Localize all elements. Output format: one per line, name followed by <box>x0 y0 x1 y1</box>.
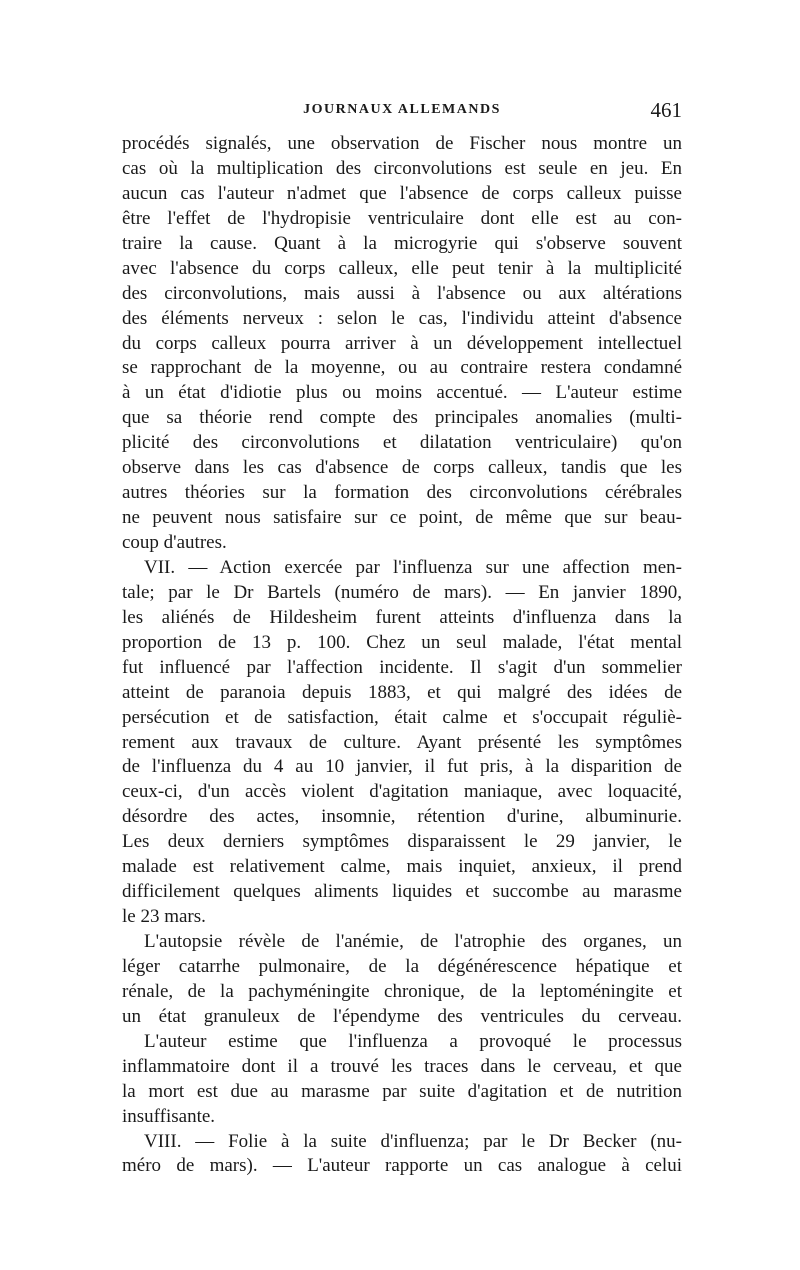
text-line: L'auteur estime que l'influenza a provoqué le processus <box>144 1030 682 1052</box>
text-line: être l'effet de l'hydropisie ventriculaire dont elle est au con- <box>122 207 682 229</box>
text-line: malade est relativement calme, mais inquiet, anxieux, il prend <box>122 856 682 878</box>
text-line: le 23 mars. <box>122 906 206 928</box>
text-line: aucun cas l'auteur n'admet que l'absence de corps calleux puisse <box>122 182 682 204</box>
section-heading-line: VIII. — Folie à la suite d'influenza; par le Dr Becker (nu- <box>144 1130 682 1152</box>
text-line: proportion de 13 p. 100. Chez un seul malade, l'état mental <box>122 631 682 653</box>
text-line: inflammatoire dont il a trouvé les traces dans le cerveau, et que <box>122 1055 682 1077</box>
text-line: rénale, de la pachyméningite chronique, de la leptoméningite et <box>122 980 682 1002</box>
text-line: ne peuvent nous satisfaire sur ce point, de même que sur beau- <box>122 507 682 529</box>
text-line: à un état d'idiotie plus ou moins accentué. — L'auteur estime <box>122 382 682 404</box>
text-line: autres théories sur la formation des circonvolutions cérébrales <box>122 482 682 504</box>
text-line: traire la cause. Quant à la microgyrie qui s'observe souvent <box>122 232 682 254</box>
running-head: JOURNAUX ALLEMANDS <box>303 102 501 117</box>
body-text <box>122 132 682 1179</box>
text-line: atteint de paranoia depuis 1883, et qui malgré des idées de <box>122 681 682 703</box>
text-line: la mort est due au marasme par suite d'agitation et de nutrition <box>122 1080 682 1102</box>
text-line: des éléments nerveux : selon le cas, l'individu atteint d'absence <box>122 307 682 329</box>
text-line: Les deux derniers symptômes disparaissent le 29 janvier, le <box>122 831 682 853</box>
text-line: cas où la multiplication des circonvolutions est seule en jeu. En <box>122 157 682 179</box>
text-line: du corps calleux pourra arriver à un développement intellectuel <box>122 332 682 354</box>
text-line: persécution et de satisfaction, était calme et s'occupait réguliè- <box>122 706 682 728</box>
text-line: que sa théorie rend compte des principales anomalies (multi- <box>122 407 682 429</box>
page-number: 461 <box>650 98 682 122</box>
text-line: difficilement quelques aliments liquides et succombe au marasme <box>122 881 682 903</box>
text-line: se rapprochant de la moyenne, ou au contraire restera condamné <box>122 357 682 379</box>
page-header <box>122 98 682 128</box>
text-line: avec l'absence du corps calleux, elle peut tenir à la multiplicité <box>122 257 682 279</box>
text-line: ceux-ci, d'un accès violent d'agitation maniaque, avec loquacité, <box>122 781 682 803</box>
text-line: léger catarrhe pulmonaire, de la dégénérescence hépatique et <box>122 955 682 977</box>
text-line: de l'influenza du 4 au 10 janvier, il fut pris, à la disparition de <box>122 756 682 778</box>
section-heading-line: VII. — Action exercée par l'influenza sur une affection men- <box>144 556 682 578</box>
text-line: méro de mars). — L'auteur rapporte un cas analogue à celui <box>122 1155 682 1177</box>
text-line: les aliénés de Hildesheim furent atteints d'influenza dans la <box>122 606 682 628</box>
text-line: un état granuleux de l'épendyme des ventricules du cerveau. <box>122 1005 682 1027</box>
text-line: insuffisante. <box>122 1105 216 1127</box>
text-line: observe dans les cas d'absence de corps calleux, tandis que les <box>122 457 682 479</box>
text-line: rement aux travaux de culture. Ayant présenté les symptômes <box>122 731 682 753</box>
text-line: fut influencé par l'affection incidente. Il s'agit d'un sommelier <box>122 656 682 678</box>
text-line: procédés signalés, une observation de Fischer nous montre un <box>122 133 682 154</box>
text-line: tale; par le Dr Bartels (numéro de mars). — En janvier 1890, <box>122 581 682 603</box>
text-line: des circonvolutions, mais aussi à l'absence ou aux altérations <box>122 282 682 304</box>
text-line: plicité des circonvolutions et dilatation ventriculaire) qu'on <box>122 432 682 454</box>
text-line: L'autopsie révèle de l'anémie, de l'atrophie des organes, un <box>144 931 682 952</box>
text-line: désordre des actes, insomnie, rétention d'urine, albuminurie. <box>122 806 682 828</box>
text-line: coup d'autres. <box>122 532 227 553</box>
